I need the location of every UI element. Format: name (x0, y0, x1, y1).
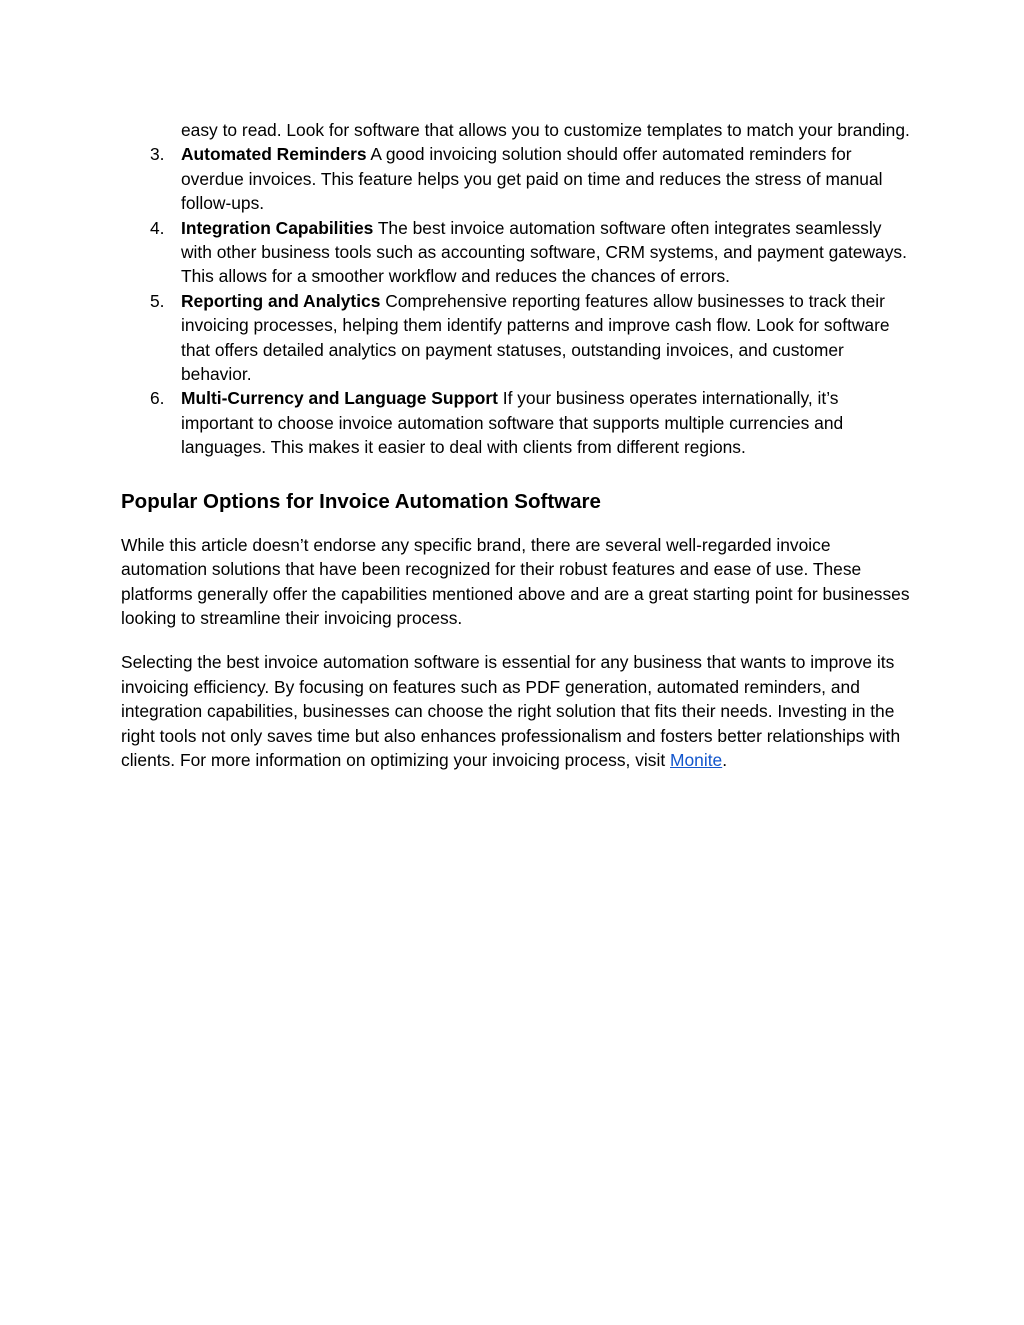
list-item (121, 386, 911, 459)
list-item-title: Automated Reminders (181, 144, 367, 165)
list-item-text: A good invoicing solution should offer automated reminders for overdue invoices. This feature helps you get paid on time and reduces the stress of manual follow-ups. (181, 144, 883, 214)
list-item-continuation (121, 118, 911, 142)
list-item (121, 289, 911, 387)
list-item-title: Reporting and Analytics (181, 290, 381, 311)
paragraph-conclusion (121, 650, 911, 772)
list-item-title: Multi-Currency and Language Support (181, 388, 498, 409)
list-item-number: 5. (150, 290, 165, 311)
list-item-text: easy to read. Look for software that allows you to customize templates to match your branding. (181, 120, 910, 140)
list-item-text: The best invoice automation software often integrates seamlessly with other business tools such as accounting software, CRM systems, and payment gateways. This allows for a smoother workflow and reduces the chances of errors. (181, 217, 907, 287)
section-heading: Popular Options for Invoice Automation Software (121, 489, 601, 513)
list-item-title: Integration Capabilities (181, 217, 374, 238)
list-item (121, 142, 911, 215)
list-item-number: 4. (150, 217, 165, 238)
list-item (121, 216, 911, 289)
paragraph-conclusion-end: . (722, 749, 728, 770)
paragraph-intro: While this article doesn’t endorse any specific brand, there are several well-regarded invoice automation solutions that have been recognized for their robust features and ease of use. These platforms generally offer the capabilities mentioned above and are a great starting point for businesses looking to streamline their invoicing process. (121, 534, 910, 628)
paragraph-conclusion-text: Selecting the best invoice automation software is essential for any business that wants to improve its invoicing efficiency. By focusing on features such as PDF generation, automated reminders, and integration capabilities, businesses can choose the right solution that fits their needs. Investing in the right tools not only saves time but also enhances professionalism and fosters better relationships with clients. For more information on optimizing your invoicing process, visit (121, 652, 901, 770)
list-item-text: If your business operates internationally, it’s important to choose invoice automation software that supports multiple currencies and languages. This makes it easier to deal with clients from different regions. (181, 388, 844, 458)
list-item-number: 6. (150, 388, 165, 409)
list-item-text: Comprehensive reporting features allow businesses to track their invoicing processes, helping them identify patterns and improve cash flow. Look for software that offers detailed analytics on payment statuses, outstanding invoices, and customer behavior. (181, 290, 890, 385)
document-page (121, 118, 911, 772)
list-item-number: 3. (150, 144, 165, 165)
monite-link[interactable]: Monite (670, 749, 723, 770)
feature-list (121, 118, 911, 460)
